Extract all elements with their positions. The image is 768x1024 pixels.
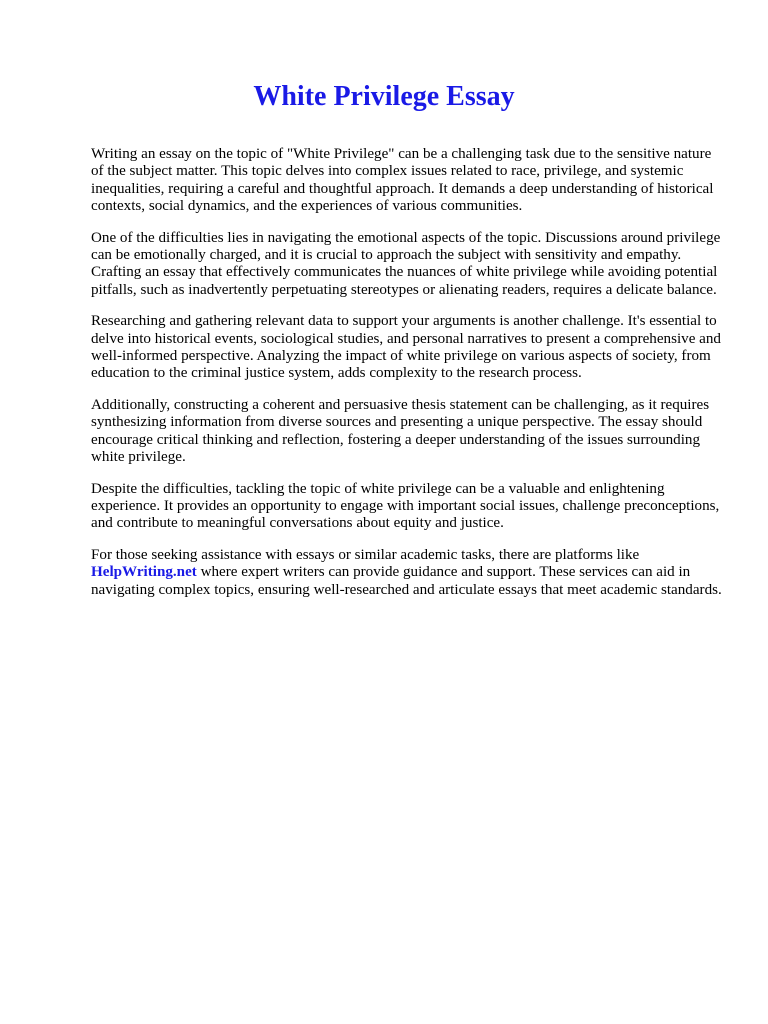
paragraph-6 [91,547,727,599]
paragraph-6-before-link: For those seeking assistance with essays or similar academic tasks, there are platforms like [91,546,640,563]
paragraph-4: Additionally, constructing a coherent and persuasive thesis statement can be challenging, as it requires synthesizing information from diverse sources and presenting a unique perspective. The essay should encourage critical thinking and reflection, fostering a deeper understanding of the issues surrounding white privilege. [91,396,710,466]
paragraph-5: Despite the difficulties, tackling the topic of white privilege can be a valuable and enlightening experience. It provides an opportunity to engage with important social issues, challenge preconceptions, and contribute to meaningful conversations about equity and justice. [91,480,720,532]
document-title: White Privilege Essay [253,81,515,112]
helpwriting-link[interactable]: HelpWriting.net [91,564,197,581]
paragraph-1: Writing an essay on the topic of "White Privilege" can be a challenging task due to the sensitive nature of the subject matter. This topic delves into complex issues related to race, privilege, and systemic inequalities, requiring a careful and thoughtful approach. It demands a deep understanding of historical contexts, social dynamics, and the experiences of various communities. [91,146,714,215]
document-body [91,146,727,613]
paragraph-6-after-link: where expert writers can provide guidance and support. These services can aid in navigating complex topics, ensuring well-researched and articulate essays that meet academic standards. [91,564,722,598]
paragraph-2: One of the difficulties lies in navigating the emotional aspects of the topic. Discussions around privilege can be emotionally charged, and it is crucial to approach the subject with sensitivity and empathy. Crafting an essay that effectively communicates the nuances of white privilege while avoiding potential pitfalls, such as inadvertently perpetuating stereotypes or alienating readers, requires a delicate balance. [91,229,721,298]
paragraph-3: Researching and gathering relevant data to support your arguments is another challenge. It's essential to delve into historical events, sociological studies, and personal narratives to present a comprehensive and well-informed perspective. Analyzing the impact of white privilege on various aspects of society, from education to the criminal justice system, adds complexity to the research process. [91,313,721,382]
